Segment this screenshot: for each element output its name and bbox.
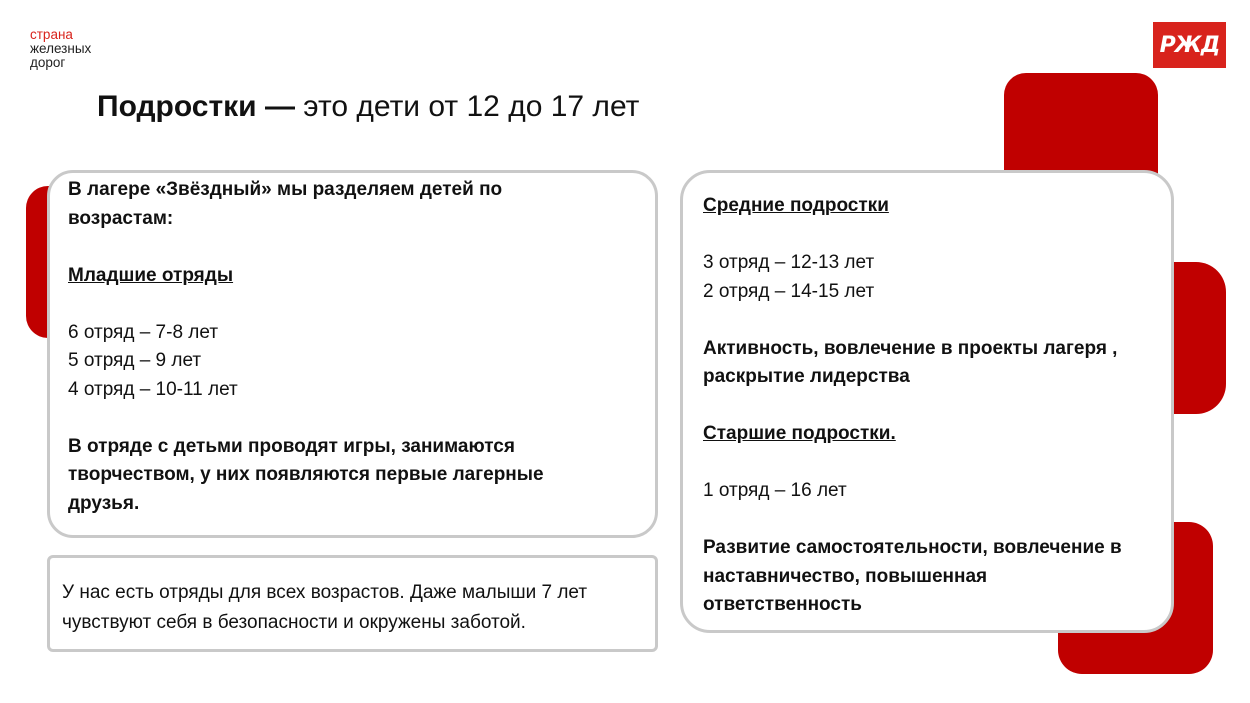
middle-section-title: Средние подростки [703, 195, 889, 216]
junior-section-title: Младшие отряды [68, 264, 234, 286]
list-item: 4 отряд – 10-11 лет [68, 378, 238, 400]
page-title [97, 90, 639, 124]
list-item: 3 отряд – 12-13 лет [703, 252, 875, 273]
junior-desc-line-1: В отряде с детьми проводят игры, занимаются [68, 435, 515, 457]
note-line-2: чувствуют себя в безопасности и окружены заботой. [62, 612, 526, 633]
intro-text-line-2: возрастам: [68, 207, 174, 229]
brand-line-2: железных [30, 41, 92, 56]
page-title-bold: Подростки — [97, 90, 295, 123]
brand-line-3: дорог [30, 55, 66, 70]
middle-senior-groups-card [680, 170, 1174, 633]
list-item: 6 отряд – 7-8 лет [68, 321, 219, 343]
junior-groups-card [47, 170, 658, 538]
list-item: 5 отряд – 9 лет [68, 350, 202, 371]
note-line-1: У нас есть отряды для всех возрастов. Даже малыши 7 лет [62, 582, 588, 603]
senior-desc-line-3: ответственность [703, 594, 862, 615]
page-title-rest: это дети от 12 до 17 лет [294, 90, 640, 123]
brand-line-1: страна [30, 27, 73, 42]
middle-desc-line-2: раскрытие лидерства [703, 366, 910, 387]
senior-section-title: Старшие подростки. [703, 423, 896, 444]
rzd-logo [1153, 22, 1226, 68]
senior-desc-line-2: наставничество, повышенная [703, 565, 988, 587]
middle-desc-line-1: Активность, вовлечение в проекты лагеря , [703, 337, 1118, 359]
junior-desc-line-3: друзья. [68, 492, 140, 514]
rzd-logo-text: РЖД [1159, 32, 1220, 58]
intro-text-line-1: В лагере «Звёздный» мы разделяем детей по [68, 179, 503, 200]
brand-wordmark [30, 28, 91, 70]
senior-desc-line-1: Развитие самостоятельности, вовлечение в [703, 537, 1122, 558]
junior-desc-line-2: творчеством, у них появляются первые лагерные [68, 464, 544, 485]
note-card [47, 555, 658, 652]
list-item: 2 отряд – 14-15 лет [703, 280, 875, 302]
list-item: 1 отряд – 16 лет [703, 480, 847, 501]
